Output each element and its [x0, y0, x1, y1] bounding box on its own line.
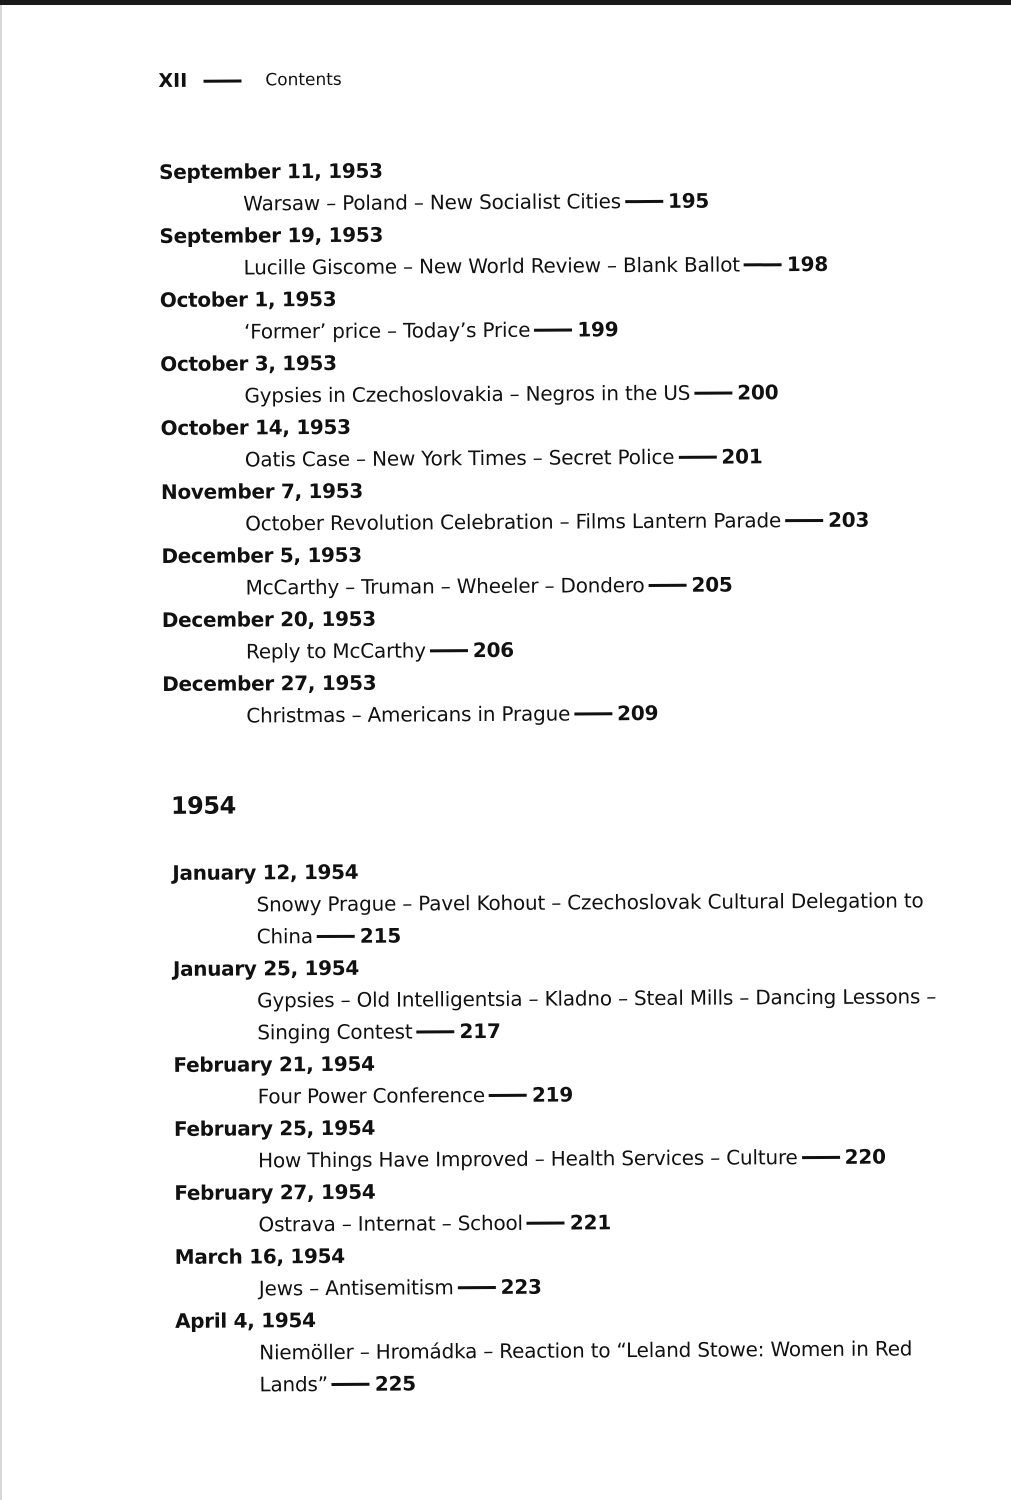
toc-entry	[174, 1172, 974, 1241]
entry-title-line	[161, 503, 945, 540]
entry-title-line	[160, 311, 944, 348]
leader-dash	[417, 1030, 455, 1033]
entry-date: February 25, 1954	[173, 1115, 376, 1141]
entry-page-number: 195	[667, 188, 710, 213]
entry-title-line	[172, 884, 956, 953]
entry-title-line	[175, 1332, 959, 1401]
entry-page-number: 225	[374, 1371, 417, 1396]
toc-entry	[160, 279, 960, 348]
entry-title: October Revolution Celebration – Films Lantern Parade	[245, 508, 782, 536]
entry-date: October 14, 1953	[160, 414, 351, 440]
entry-title-line	[174, 1076, 958, 1113]
entry-page-number: 206	[472, 637, 515, 663]
entry-page-number: 221	[569, 1210, 612, 1235]
entry-title-line	[159, 183, 943, 220]
entry-title: Lucille Giscome – New World Review – Blank Ballot	[243, 252, 740, 280]
entry-page-number: 201	[721, 444, 763, 469]
toc-entry	[162, 663, 962, 732]
toc-entry	[172, 852, 973, 953]
leader-dash	[648, 584, 686, 587]
entry-page-number: 215	[359, 923, 402, 948]
leader-dash	[527, 1222, 565, 1225]
entry-title-line	[175, 1268, 959, 1305]
entry-title: Four Power Conference	[257, 1083, 485, 1109]
entry-title-line	[161, 567, 945, 604]
entry-title: Warsaw – Poland – New Socialist Cities	[243, 189, 622, 216]
entry-title: How Things Have Improved – Health Services – Culture	[258, 1145, 798, 1173]
entry-title: Reply to McCarthy	[245, 638, 426, 664]
leader-dash	[694, 391, 732, 394]
leader-dash	[625, 200, 663, 203]
leader-dash	[574, 712, 612, 715]
entry-page-number: 200	[737, 380, 779, 405]
toc-section-1953	[159, 151, 963, 732]
page-folio: XII	[158, 69, 188, 92]
entry-title: Snowy Prague – Pavel Kohout – Czechoslovak Cultural Delegation to China	[256, 888, 924, 949]
toc-entry	[175, 1300, 976, 1401]
entry-title: Gypsies in Czechoslovakia – Negros in the US	[244, 380, 691, 408]
leader-dash	[534, 328, 572, 331]
toc-entry	[161, 535, 961, 604]
entry-title: ‘Former’ price – Today’s Price	[243, 317, 531, 344]
entry-title: McCarthy – Truman – Wheeler – Dondero	[245, 573, 645, 600]
toc-section-1954	[172, 852, 975, 1401]
leader-dash	[802, 1156, 840, 1159]
entry-title: Christmas – Americans in Prague	[246, 701, 571, 728]
entry-page-number: 219	[531, 1082, 574, 1107]
toc-entry	[173, 948, 974, 1049]
leader-dash	[332, 1383, 370, 1386]
entry-page-number: 205	[691, 572, 733, 597]
entry-date: September 19, 1953	[159, 222, 384, 248]
running-head	[158, 69, 341, 92]
toc-entry	[173, 1044, 973, 1113]
toc-entry	[161, 471, 961, 540]
entry-date: September 11, 1953	[158, 158, 383, 184]
entry-date: January 25, 1954	[172, 955, 360, 981]
entry-title-line	[160, 247, 944, 284]
entry-page-number: 217	[459, 1018, 501, 1044]
entry-date: October 3, 1953	[160, 350, 337, 376]
page-left-edge	[0, 5, 2, 1500]
entry-title-line	[162, 631, 946, 668]
page-top-edge	[0, 0, 1011, 5]
entry-title-line	[173, 980, 957, 1049]
entry-title: Niemöller – Hromádka – Reaction to “Leland Stowe: Women in Red Lands”	[259, 1336, 913, 1397]
entry-title-line	[162, 695, 946, 732]
entry-page-number: 199	[577, 317, 619, 342]
leader-dash	[678, 456, 716, 459]
toc-entry	[160, 343, 960, 412]
year-heading: 1954	[170, 791, 236, 820]
entry-page-number: 223	[500, 1274, 542, 1299]
toc-entry	[159, 151, 959, 220]
entry-page-number: 209	[617, 700, 659, 726]
entry-date: February 27, 1954	[174, 1179, 376, 1205]
entry-title: Oatis Case – New York Times – Secret Police	[244, 444, 675, 472]
running-head-label: Contents	[265, 69, 342, 91]
running-head-dash	[203, 79, 241, 82]
toc-entry	[161, 407, 961, 476]
entry-date: January 12, 1954	[172, 859, 359, 885]
entry-date: October 1, 1953	[159, 286, 337, 312]
entry-date: November 7, 1953	[160, 478, 364, 504]
toc-entry	[159, 215, 959, 284]
toc-entry	[174, 1108, 974, 1177]
entry-title-line	[174, 1204, 958, 1241]
entry-page-number: 220	[844, 1144, 886, 1169]
entry-title: Jews – Antisemitism	[258, 1275, 454, 1301]
entry-title: Ostrava – Internat – School	[258, 1210, 523, 1237]
leader-dash	[489, 1094, 527, 1097]
entry-date: December 5, 1953	[161, 542, 362, 568]
leader-dash	[317, 935, 355, 938]
leader-dash	[785, 519, 823, 522]
entry-date: December 27, 1953	[162, 670, 377, 696]
entry-date: April 4, 1954	[174, 1308, 316, 1333]
entry-date: December 20, 1953	[161, 606, 376, 632]
toc-entry	[175, 1236, 975, 1305]
leader-dash	[744, 263, 782, 266]
entry-title-line	[161, 439, 945, 476]
entry-date: February 21, 1954	[173, 1051, 375, 1077]
toc-entry	[162, 599, 962, 668]
entry-page-number: 198	[786, 251, 829, 277]
entry-date: March 16, 1954	[174, 1243, 345, 1269]
entry-title-line	[160, 375, 944, 412]
entry-page-number: 203	[827, 507, 870, 532]
leader-dash	[430, 649, 468, 652]
entry-title-line	[174, 1140, 958, 1177]
entry-title: Gypsies – Old Intelligentsia – Kladno – Steal Mills – Dancing Lessons – Singing Contest	[257, 984, 937, 1045]
leader-dash	[458, 1286, 496, 1289]
